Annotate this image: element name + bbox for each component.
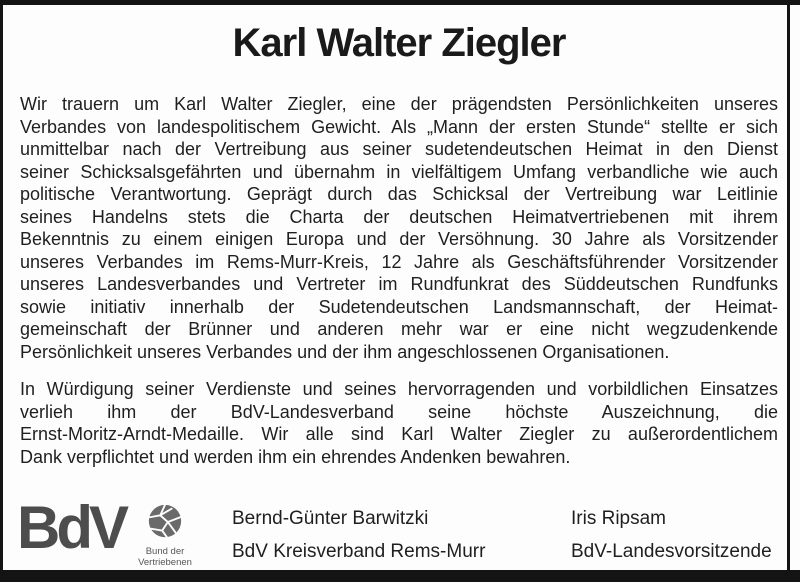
- bdv-logo-caption-line2: Vertriebenen: [138, 557, 192, 568]
- paragraph-line: seines Handelns stets die Charta der deutschen Heimatvertriebenen mit ihrem: [20, 206, 778, 227]
- paragraph-line: Ernst-Moritz-Arndt-Medaille. Wir alle sind Karl Walter Ziegler zu außerordentlichem: [20, 424, 778, 444]
- paragraph-line: Wir trauern um Karl Walter Ziegler, eine der prägendsten Persönlichkeiten unseres: [20, 94, 778, 114]
- fractured-globe-icon: [146, 503, 184, 546]
- paragraph-line: Bekenntnis zu einem einigen Europa und der Versöhnung. 30 Jahre als Vorsitzender: [20, 229, 778, 249]
- signature-block-right: [571, 502, 772, 568]
- frame-border-bottom: [0, 570, 800, 582]
- obituary-title: Karl Walter Ziegler: [232, 21, 566, 65]
- paragraph-line: unseres Verbandes im Rems-Murr-Kreis, 12 Jahre als Geschäftsführender Vorsitzender: [20, 251, 778, 272]
- paragraph-line: Dank verpflichtet und werden ihm ein ehrendes Andenken bewahren.: [20, 446, 571, 467]
- signatory-role-right: BdV-Landesvorsitzende: [571, 541, 772, 562]
- paragraph-line: seiner Schicksalsgefährten und übernahm in vielfältigem Umfang verbandliche wie auch: [20, 161, 778, 182]
- signature-block-left: [232, 502, 485, 568]
- frame-border-right: [787, 0, 790, 570]
- paragraph-line: unseres Landesverbandes und Vertreter im Rundfunkrat des Süddeutschen Rundfunks: [20, 274, 778, 294]
- bdv-logo-caption-line1: Bund der: [145, 546, 185, 557]
- signatory-role-left: BdV Kreisverband Rems-Murr: [232, 541, 486, 562]
- paragraph-line: sowie initiativ innerhalb der Sudetendeutschen Landsmannschaft, der Heimat-: [20, 296, 778, 317]
- paragraph-line: verlieh ihm der BdV-Landesverband seine höchste Auszeichnung, die: [20, 401, 778, 422]
- bdv-logo-acronym: BdV: [17, 494, 125, 561]
- obituary-paragraph-2: [20, 378, 778, 468]
- bdv-logo-right-block: [133, 503, 197, 568]
- paragraph-line: Persönlichkeit unseres Verbandes und der ihm angeschlossenen Organisationen.: [20, 341, 670, 362]
- paragraph-line: Verbandes von landespolitischem Gewicht. Als „Mann der ersten Stunde“ stellte er sich: [20, 116, 778, 137]
- paragraph-line: In Würdigung seiner Verdienste und seines hervorragenden und vorbildlichen Einsatzes: [20, 379, 778, 399]
- signatory-name-right: Iris Ripsam: [571, 508, 667, 529]
- bdv-logo: [17, 494, 197, 568]
- frame-border-left: [0, 0, 3, 570]
- obituary-paragraph-1: [20, 93, 778, 363]
- paragraph-line: politische Verantwortung. Geprägt durch das Schicksal der Vertreibung war Leitlinie: [20, 184, 778, 204]
- paragraph-line: unmittelbar nach der Vertreibung aus seiner sudetendeutschen Heimat in den Dienst: [20, 139, 778, 159]
- paragraph-line: gemeinschaft der Brünner und anderen mehr war er eine nicht wegzudenkende: [20, 319, 778, 339]
- signatory-name-left: Bernd-Günter Barwitzki: [232, 508, 429, 529]
- frame-border-top: [0, 0, 800, 5]
